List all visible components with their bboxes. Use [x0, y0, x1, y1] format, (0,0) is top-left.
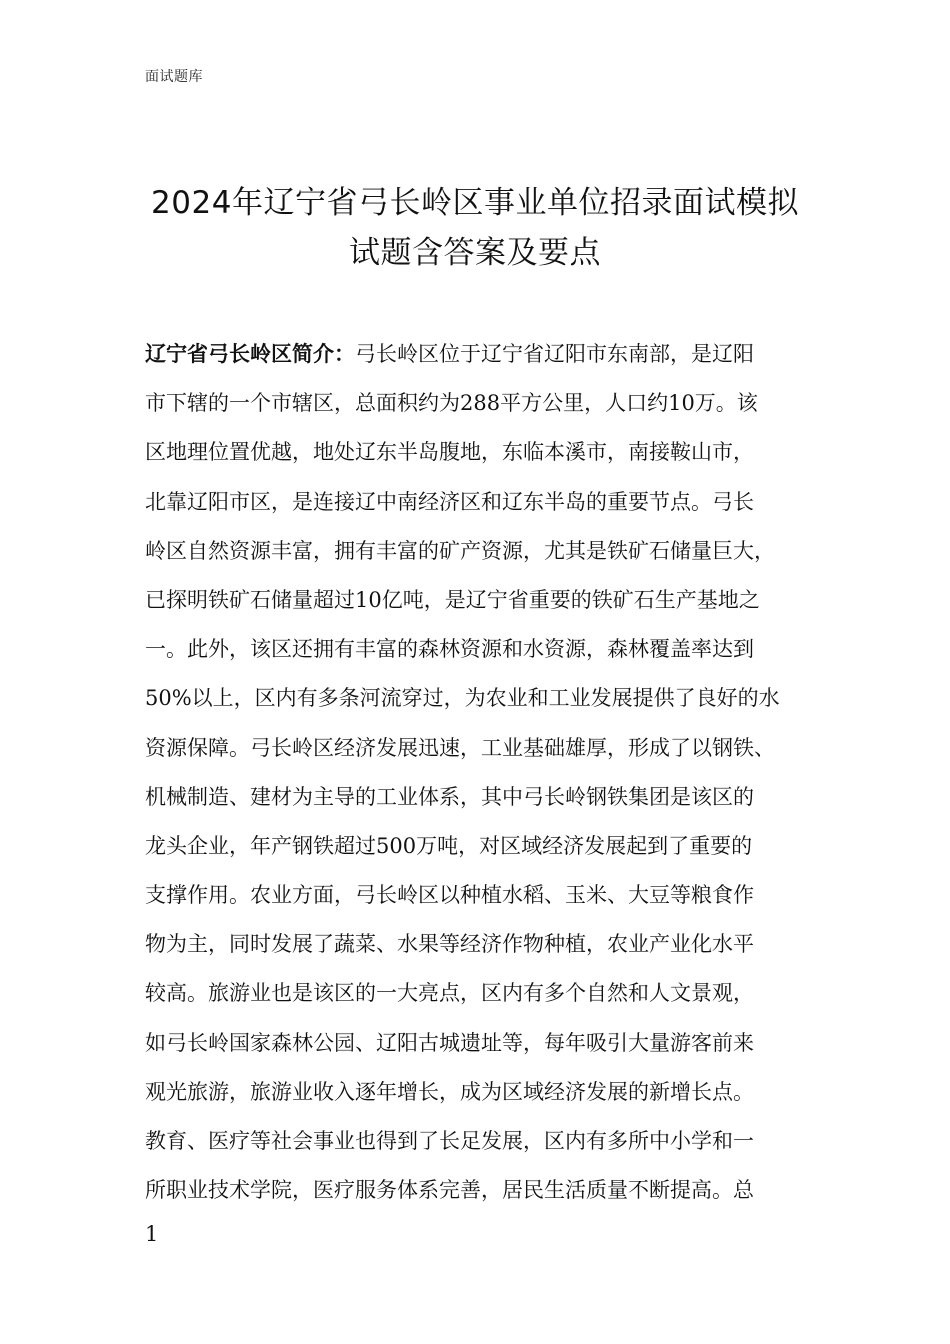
paragraph-line: 物为主，同时发展了蔬菜、水果等经济作物种植，农业产业化水平 [145, 932, 754, 957]
paragraph-line: 已探明铁矿石储量超过10亿吨，是辽宁省重要的铁矿石生产基地之 [145, 587, 760, 612]
paragraph-line: 较高。旅游业也是该区的一大亮点，区内有多个自然和人文景观， [145, 981, 754, 1006]
page-number: 1 [145, 1222, 159, 1246]
title-line-2: 试题含答案及要点 [349, 235, 601, 271]
paragraph-line: 教育、医疗等社会事业也得到了长足发展，区内有多所中小学和一 [145, 1129, 754, 1153]
paragraph-line: 支撑作用。农业方面，弓长岭区以种植水稻、玉米、大豆等粮食作 [145, 883, 754, 908]
paragraph-line: 50%以上，区内有多条河流穿过，为农业和工业发展提供了良好的水 [145, 686, 780, 711]
paragraph-line: 所职业技术学院，医疗服务体系完善，居民生活质量不断提高。总 [145, 1178, 754, 1203]
paragraph-line: 资源保障。弓长岭区经济发展迅速，工业基础雄厚，形成了以钢铁、 [145, 735, 775, 760]
paragraph-line-text: 弓长岭区位于辽宁省辽阳市东南部，是辽阳 [355, 342, 754, 366]
document-title [95, 178, 855, 278]
paragraph-line: 北靠辽阳市区，是连接辽中南经济区和辽东半岛的重要节点。弓长 [145, 489, 754, 514]
paragraph-line: 区地理位置优越，地处辽东半岛腹地，东临本溪市，南接鞍山市， [145, 440, 754, 465]
page-header: 面试题库 [145, 69, 203, 85]
paragraph-line: 观光旅游，旅游业收入逐年增长，成为区域经济发展的新增长点。 [145, 1079, 754, 1104]
intro-lead: 辽宁省弓长岭区简介： [145, 342, 355, 366]
paragraph-line: 机械制造、建材为主导的工业体系，其中弓长岭钢铁集团是该区的 [145, 784, 754, 809]
paragraph-line: 一。此外，该区还拥有丰富的森林资源和水资源，森林覆盖率达到 [145, 637, 754, 662]
paragraph-line: 龙头企业，年产钢铁超过500万吨，对区域经济发展起到了重要的 [145, 833, 753, 858]
paragraph-line: 市下辖的一个市辖区，总面积约为288平方公里，人口约10万。该 [145, 391, 758, 416]
paragraph-line: 岭区自然资源丰富，拥有丰富的矿产资源，尤其是铁矿石储量巨大， [145, 538, 775, 563]
paragraph-line [145, 330, 815, 379]
title-line-1: 2024年辽宁省弓长岭区事业单位招录面试模拟 [151, 185, 799, 221]
paragraph-line: 如弓长岭国家森林公园、辽阳古城遗址等，每年吸引大量游客前来 [145, 1030, 754, 1055]
intro-paragraph [145, 330, 815, 1215]
